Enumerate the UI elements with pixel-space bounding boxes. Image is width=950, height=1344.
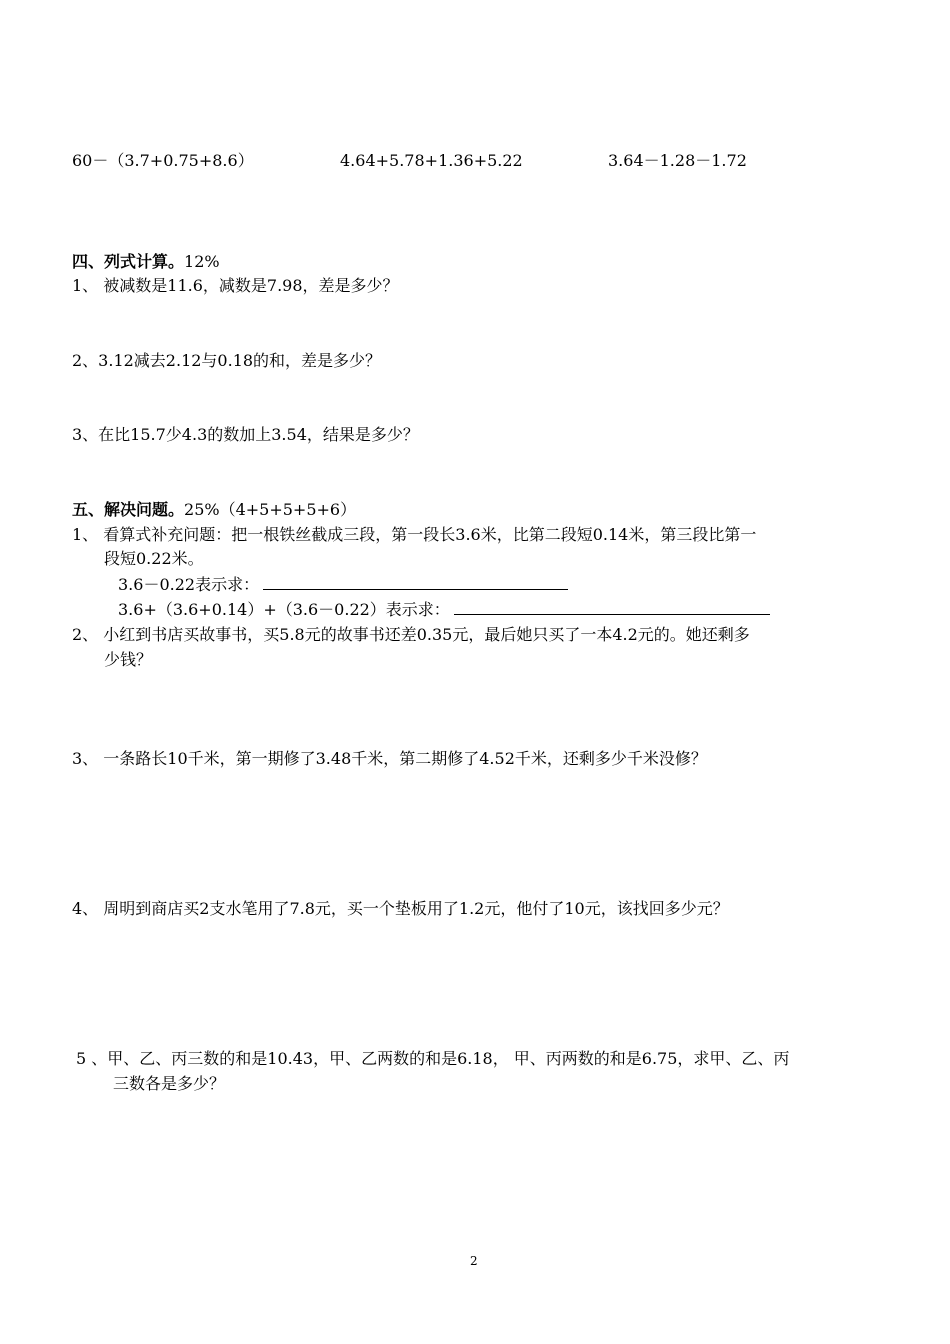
section-4-item-2: 2、3.12减去2.12与0.18的和，差是多少？ [72,351,382,370]
question-2-line-2: 少钱？ [104,650,153,669]
question-5-line-1: 5 、甲、乙、丙三数的和是10.43，甲、乙两数的和是6.18， 甲、丙两数的和是6.75，求甲、乙、丙 [76,1049,790,1068]
question-1-sub-1-text: 3.6－0.22表示求： [118,575,260,594]
expression-1: 60－（3.7+0.75+8.6） [72,151,254,170]
question-1-sub-1 [118,574,568,596]
section-5-heading [72,499,356,521]
question-1-sub-2-text: 3.6+（3.6+0.14）+（3.6－0.22）表示求： [118,600,450,619]
page-number: 2 [470,1254,478,1268]
section-4-title: 四、列式计算。 [72,252,185,271]
section-5-title: 五、解决问题。 [72,500,185,519]
section-4-item-3: 3、在比15.7少4.3的数加上3.54，结果是多少？ [72,425,419,444]
question-1-line-2: 段短0.22米。 [104,549,204,568]
question-1-line-1: 1、 看算式补充问题：把一根铁丝截成三段，第一段长3.6米，比第二段短0.14米，第三段比第一 [72,525,757,544]
answer-blank-1[interactable] [263,575,568,590]
question-3: 3、 一条路长10千米，第一期修了3.48千米，第二期修了4.52千米，还剩多少千米没修？ [72,749,707,768]
question-4: 4、 周明到商店买2支水笔用了7.8元，买一个垫板用了1.2元，他付了10元，该找回多少元？ [72,899,729,918]
question-5-line-2: 三数各是多少？ [113,1074,226,1093]
expression-2: 4.64+5.78+1.36+5.22 [340,151,523,170]
question-1-sub-2 [118,599,770,621]
expression-3: 3.64－1.28－1.72 [608,151,747,170]
section-4-score: 12% [184,252,220,271]
section-5-score: 25%（4+5+5+5+6） [184,500,357,519]
question-2-line-1: 2、 小红到书店买故事书，买5.8元的故事书还差0.35元，最后她只买了一本4.2元的。她还剩多 [72,625,750,644]
section-4-heading [72,251,220,273]
answer-blank-2[interactable] [454,600,770,615]
section-4-item-1: 1、 被减数是11.6，减数是7.98，差是多少？ [72,276,399,295]
